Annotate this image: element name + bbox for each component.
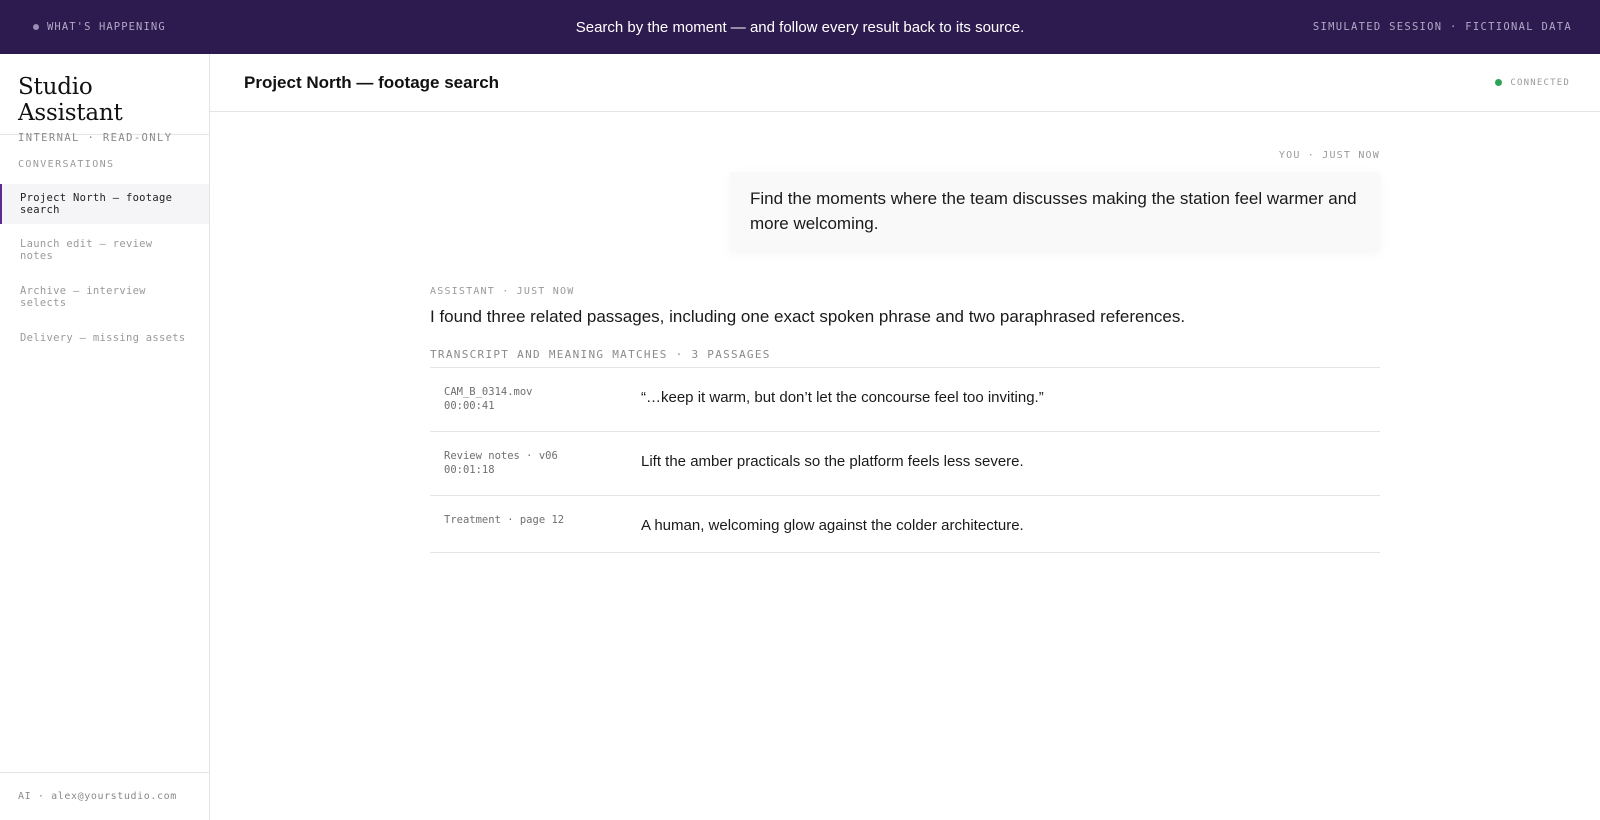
session-notice: SIMULATED SESSION · FICTIONAL DATA [1312, 21, 1572, 33]
top-banner [0, 0, 1600, 54]
page-title: Project North — footage search [244, 72, 500, 92]
result-text: Lift the amber practicals so the platform feels less severe. [641, 453, 1024, 470]
result-source [430, 432, 641, 477]
user-message: Find the moments where the team discusses making the station feel warmer and more welcoming. [730, 172, 1380, 252]
status-label: CONNECTED [1510, 77, 1570, 88]
user-message-meta: YOU · JUST NOW [1278, 150, 1380, 161]
result-source [430, 496, 641, 527]
result-row[interactable] [430, 368, 1380, 432]
result-text: “…keep it warm, but don’t let the concourse feel too inviting.” [641, 389, 1044, 406]
result-timestamp: 00:00:41 [444, 400, 495, 412]
whats-happening[interactable] [33, 0, 166, 54]
result-text: A human, welcoming glow against the colder architecture. [641, 517, 1024, 534]
status-dot-icon [1495, 79, 1502, 86]
brand-title: Studio Assistant [18, 74, 123, 126]
brand-subtitle: INTERNAL · READ-ONLY [18, 132, 173, 144]
conversation-item-launch-edit[interactable]: Launch edit — review notes [20, 238, 153, 262]
results-heading: TRANSCRIPT AND MEANING MATCHES · 3 PASSAGES [430, 348, 771, 361]
result-source [430, 368, 641, 413]
assistant-message: I found three related passages, including one exact spoken phrase and two paraphrased references. [430, 307, 1186, 326]
result-source-name: Treatment · page 12 [444, 514, 565, 526]
result-timestamp: 00:01:18 [444, 464, 495, 476]
whats-happening-label: WHAT'S HAPPENING [47, 21, 166, 33]
result-source-name: CAM_B_0314.mov [444, 386, 533, 398]
main-header [210, 54, 1600, 112]
result-source-name: Review notes · v06 [444, 450, 558, 462]
results-list [430, 367, 1380, 553]
conversations-heading: CONVERSATIONS [18, 159, 115, 170]
brand [0, 54, 209, 144]
connection-status [1495, 78, 1570, 88]
conversation-item-delivery[interactable]: Delivery — missing assets [20, 332, 186, 344]
bullet-icon [33, 24, 39, 30]
conversation-item-archive[interactable]: Archive — interview selects [20, 285, 146, 309]
conversation-item-project-north[interactable]: Project North — footage search [0, 184, 209, 224]
conversation-list [0, 184, 209, 353]
account-footer[interactable]: AI · alex@yourstudio.com [0, 772, 209, 820]
result-row[interactable] [430, 432, 1380, 496]
result-row[interactable] [430, 496, 1380, 553]
assistant-message-meta: ASSISTANT · JUST NOW [430, 286, 575, 297]
main-panel [210, 54, 1600, 820]
sidebar [0, 54, 210, 820]
banner-tagline: Search by the moment — and follow every result back to its source. [575, 18, 1025, 36]
